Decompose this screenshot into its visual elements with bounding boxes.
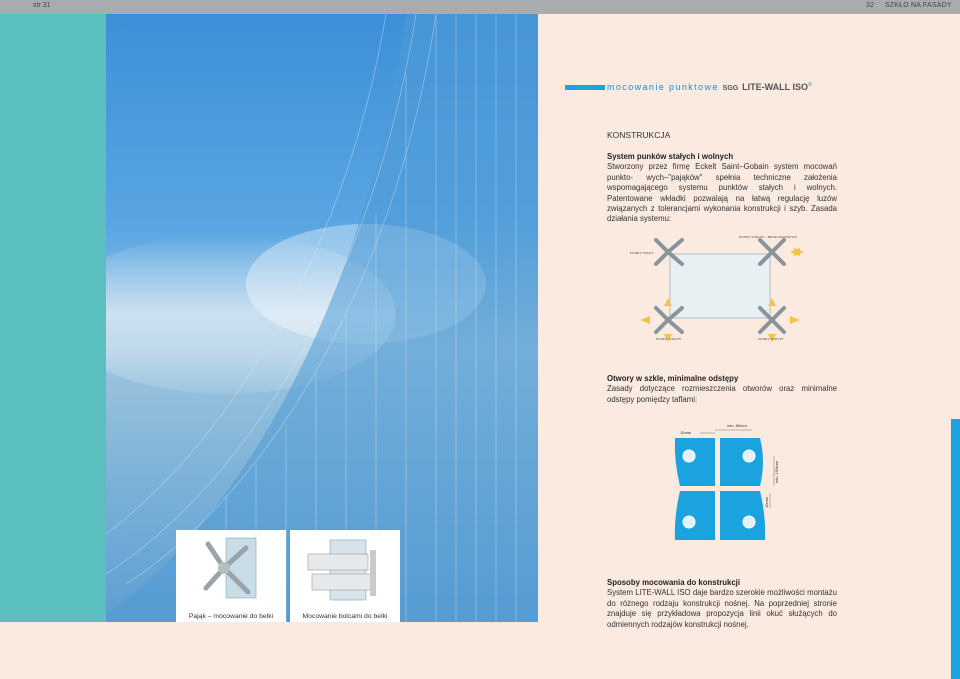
holes-block: [607, 374, 837, 405]
teal-side-panel: [0, 14, 106, 622]
mounting-heading: Sposoby mocowania do konstrukcji: [607, 578, 741, 587]
dim-bottom: 10mm: [764, 496, 769, 508]
card-spider-caption: Pająk – mocowanie do belki: [188, 613, 274, 620]
holes-body: Zasady dotyczące rozmieszczenia otworów oraz minimalne odstępy pomiędzy taflami:: [607, 384, 837, 404]
fixing-points-diagram: [600, 228, 840, 358]
dim-top: min. 80mm: [727, 423, 747, 428]
card-bolts-caption: Mocowanie bolcami do belki: [302, 613, 388, 620]
page-title: mocowanie punktowe SGG LITE-WALL ISO®: [607, 82, 812, 92]
diagram-label-bl: PUNKT WOLNY: [656, 337, 682, 341]
page-number-left: str 31: [33, 2, 51, 9]
mounting-block: [607, 578, 837, 630]
dim-right: min. 100mm: [774, 460, 779, 483]
card-spider: [176, 530, 286, 622]
page-header-right: 32 SZKŁO NA FASADY: [866, 2, 952, 9]
glass-holes-diagram: [660, 418, 785, 543]
diagram-label-br: PUNKT WOLNY: [758, 337, 784, 341]
section-label: KONSTRUKCJA: [607, 130, 671, 140]
intro-block: [607, 152, 837, 225]
dim-left: 10mm: [680, 430, 692, 435]
title-accent-line: [565, 85, 605, 90]
top-bar: [0, 0, 960, 14]
intro-body: Stworzony przez firmę Eckelt Saint–Gobain system mocowań punkto- wych–"pająków" spełnia techniczne założenia wspomagającego systemu punktów stałych i wolnych. Patentowane wkładki pozwalają na łatwą regulację luzów związanych z tolerancjami wykonania konstrukcji i szyb. Zasada działania systemu:: [607, 162, 837, 224]
card-bolts: [290, 530, 400, 622]
holes-heading: Otwory w szkle, minimalne odstępy: [607, 374, 739, 383]
intro-heading: System punków stałych i wolnych: [607, 152, 734, 161]
diagram-label-fixed: PUNKT STAŁY: [630, 251, 654, 255]
mounting-body: System LITE-WALL ISO daje bardzo szerokie możliwości montażu do różnego rodzaju konstrukcji nośnej. Na poprzedniej stronie znajduje się przykładowa propozycja linii okuć służących do odmiennych rodzajów konstrukcji nośnej.: [607, 588, 837, 629]
accent-side-bar: [951, 419, 960, 679]
diagram-label-top: PUNKT WOLNY – BRAK PRZESUWU: [739, 235, 798, 239]
